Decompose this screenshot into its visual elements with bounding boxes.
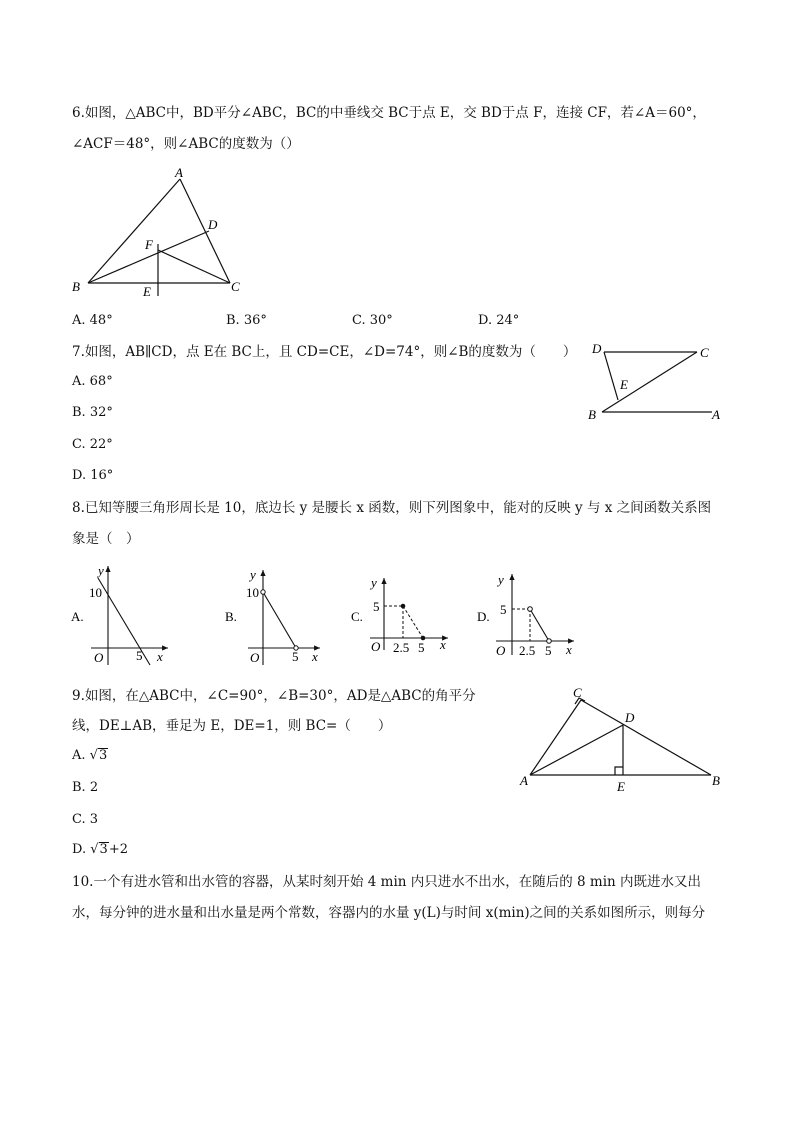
- q8-graph-c-o: O: [371, 639, 381, 654]
- q8-graph-c-y: y: [371, 575, 377, 590]
- q7-option-a[interactable]: A. 68°: [72, 374, 113, 389]
- q6-label-a: A: [175, 165, 183, 180]
- q8-graph-b-10: 10: [246, 585, 259, 600]
- q8-graph-b-5: 5: [292, 649, 299, 664]
- q8-graph-c-option[interactable]: C.: [351, 609, 363, 624]
- q8-graph-a-5: 5: [136, 648, 143, 663]
- q9-text-line2: 线，DE⊥AB，垂足为 E，DE=1，则 BC=（ ）: [72, 718, 392, 734]
- q8-graph-d-y: y: [498, 572, 504, 587]
- q9-label-a: A: [520, 773, 528, 788]
- q8-graph-d-option[interactable]: D.: [477, 609, 490, 624]
- q6-label-b: B: [72, 279, 80, 294]
- q6-label-e: E: [143, 284, 151, 299]
- q9-label-c: C: [573, 685, 582, 700]
- q9-option-d-prefix: D.: [72, 842, 91, 857]
- q6-option-c[interactable]: C. 30°: [352, 313, 393, 328]
- q7-text-line1: 7.如图，AB∥CD，点 E在 BC上，且 CD=CE，∠D=74°，则∠B的度数为（ ）: [72, 344, 577, 360]
- q8-graph-c-x: x: [440, 637, 446, 652]
- q8-graph-a-10: 10: [89, 585, 102, 600]
- sqrt-symbol: √3: [89, 748, 108, 763]
- q9-option-a[interactable]: [72, 748, 108, 764]
- q9-label-d: D: [625, 710, 635, 725]
- q8-graph-d-2-5: 2.5: [519, 643, 536, 658]
- q7-option-c[interactable]: C. 22°: [72, 437, 113, 452]
- q7-label-d: D: [592, 341, 602, 356]
- q9-label-b: B: [712, 773, 720, 788]
- q9-option-b[interactable]: B. 2: [72, 780, 99, 795]
- q9-option-d[interactable]: [72, 842, 128, 858]
- q6-label-c: C: [231, 279, 240, 294]
- q7-label-c: C: [700, 345, 709, 360]
- q10-text-line1: 10.一个有进水管和出水管的容器，从某时刻开始 4 min 内只进水不出水，在随后的 8 min 内既进水又出: [72, 874, 702, 890]
- q8-text-line2: 象是（ ）: [72, 531, 140, 547]
- q9-option-d-suffix: +2: [108, 842, 128, 857]
- q8-graph-b-x: x: [312, 649, 318, 664]
- q9-option-d-radicand: 3: [99, 842, 108, 857]
- q8-graph-c-2-5: 2.5: [393, 640, 410, 655]
- q9-option-c[interactable]: C. 3: [72, 812, 99, 827]
- q7-label-e: E: [620, 377, 628, 392]
- q10-text-line2: 水，每分钟的进水量和出水量是两个常数，容器内的水量 y(L)与时间 x(min)之间的关系如图所示，则每分: [72, 905, 706, 921]
- q6-label-d: D: [208, 217, 218, 232]
- q8-graph-a-x: x: [157, 649, 163, 664]
- q8-graph-a-option[interactable]: A.: [71, 609, 84, 624]
- q9-option-a-radicand: 3: [98, 748, 108, 763]
- q9-option-a-prefix: A.: [72, 748, 90, 763]
- q8-graph-d-x: x: [566, 642, 572, 657]
- q8-graph-a-o: O: [94, 650, 104, 665]
- q6-text-line1: 6.如图，△ABC中，BD平分∠ABC，BC的中垂线交 BC于点 E，交 BD于点 F，连接 CF，若∠A＝60°，: [72, 105, 706, 121]
- q8-graph-b-option[interactable]: B.: [225, 609, 237, 624]
- q7-label-a: A: [712, 407, 720, 422]
- q6-option-a[interactable]: A. 48°: [72, 313, 113, 328]
- q8-graph-b-y: y: [250, 567, 256, 582]
- q8-graph-d-5y: 5: [500, 602, 507, 617]
- q6-label-f: F: [145, 237, 153, 252]
- q8-graph-d-5x: 5: [545, 643, 552, 658]
- q7-option-b[interactable]: B. 32°: [72, 405, 113, 420]
- q9-label-e: E: [617, 779, 625, 794]
- sqrt-symbol: √3: [90, 842, 108, 857]
- q8-text-line1: 8.已知等腰三角形周长是 10，底边长 y 是腰长 x 函数，则下列图象中，能对的反映 y 与 x 之间函数关系图: [72, 500, 712, 516]
- q8-graph-b-o: O: [250, 650, 260, 665]
- q6-text-line2: ∠ACF＝48°，则∠ABC的度数为（）: [72, 136, 300, 152]
- q8-graph-c-5y: 5: [373, 599, 380, 614]
- q7-label-b: B: [588, 407, 596, 422]
- q8-graph-a-y: y: [98, 563, 104, 578]
- q8-graph-c-5x: 5: [418, 640, 425, 655]
- q6-option-d[interactable]: D. 24°: [478, 313, 520, 328]
- q9-text-line1: 9.如图，在△ABC中，∠C=90°，∠B=30°，AD是△ABC的角平分: [72, 688, 476, 704]
- q7-option-d[interactable]: D. 16°: [72, 468, 114, 483]
- q8-graph-d-o: O: [496, 643, 506, 658]
- q6-option-b[interactable]: B. 36°: [226, 313, 267, 328]
